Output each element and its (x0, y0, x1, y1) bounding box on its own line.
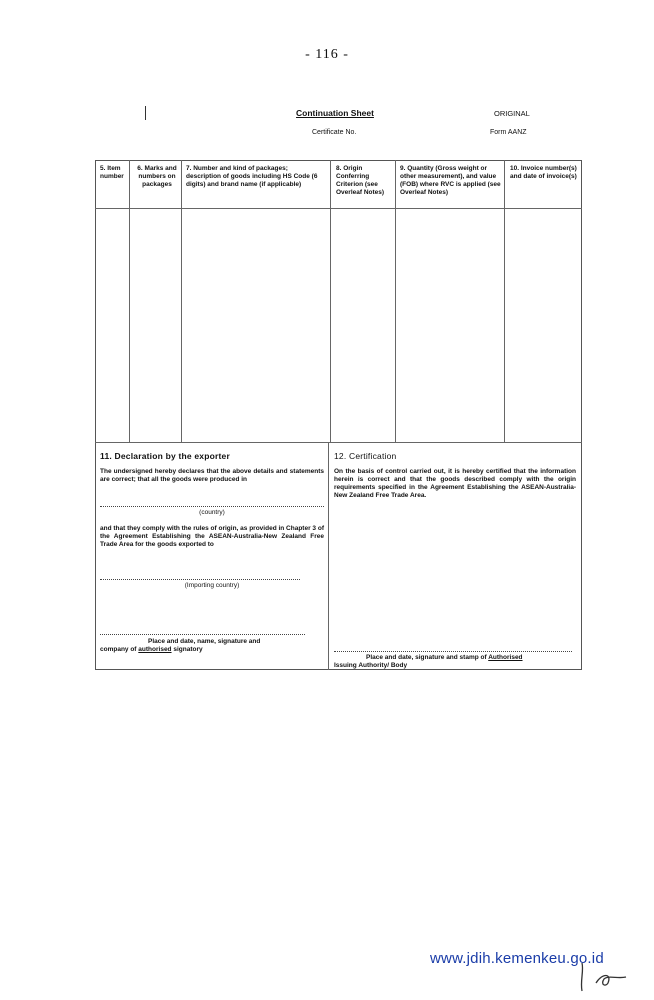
column-header-invoice: 10. Invoice number(s) and date of invoice(s) (510, 165, 577, 180)
certificate-number-label: Certificate No. (312, 129, 357, 136)
caption-underlined-word: Authorised (488, 654, 523, 661)
column-header-origin-criterion: 8. Origin Conferring Criterion (see Overleaf Notes) (336, 165, 385, 196)
caption-prefix: company of (100, 646, 139, 653)
importing-country-caption: (Importing country) (184, 582, 240, 589)
text-cursor-mark (145, 106, 146, 120)
column-header-quantity: 9. Quantity (Gross weight or other measurement), and value (FOB) where RVC is applied (see Overleaf Notes) (400, 165, 501, 196)
certification-title: 12. Certification (334, 451, 397, 461)
authority-signature-caption-line1 (334, 654, 576, 662)
exporter-signature-caption (100, 638, 324, 654)
importing-country-dotted-line (100, 579, 300, 580)
column-divider (395, 160, 396, 442)
exporter-signature-caption-line1: Place and date, name, signature and (148, 638, 261, 645)
form-name: Form AANZ (490, 129, 527, 136)
sheet-title: Continuation Sheet (296, 108, 374, 118)
exporter-signature-caption-line2 (100, 646, 324, 654)
handwritten-signature-icon (578, 955, 638, 995)
caption-prefix: Place and date, signature and stamp of (366, 654, 489, 661)
declaration-text: The undersigned hereby declares that the above details and statements are correct; that all the goods were produced in (100, 468, 324, 483)
certification-text: On the basis of control carried out, it is hereby certified that the information herein is correct and that the goods described comply with the origin requirements specified in the Agreement Establishing the ASEAN-Australia-New Zealand Free Trade Area. (334, 468, 576, 499)
exporter-signature-dotted-line (100, 634, 305, 635)
column-divider (504, 160, 505, 442)
column-header-description: 7. Number and kind of packages; description of goods including HS Code (6 digits) and brand name (if applicable) (186, 165, 318, 188)
declaration-rules-text: and that they comply with the rules of origin, as provided in Chapter 3 of the Agreement Establishing the ASEAN-Australia-New Zealand Free Trade Area for the goods exported to (100, 525, 324, 548)
country-dotted-line (100, 506, 324, 507)
original-label: ORIGINAL (494, 109, 530, 118)
column-header-marks: 6. Marks and numbers on packages (137, 165, 177, 188)
header-row-divider (95, 208, 582, 209)
authority-signature-dotted-line (334, 651, 572, 652)
column-header-item-number: 5. Item number (100, 165, 124, 180)
caption-underlined-word: authorised (138, 646, 172, 653)
authority-signature-caption-line2: Issuing Authority/ Body (334, 662, 408, 669)
column-divider (129, 160, 130, 442)
column-divider (330, 160, 331, 442)
declaration-title: 11. Declaration by the exporter (100, 451, 230, 461)
column-divider (181, 160, 182, 442)
footer-url-link[interactable]: www.jdih.kemenkeu.go.id (430, 950, 604, 967)
country-caption: (country) (199, 509, 225, 516)
authority-signature-caption (334, 654, 576, 670)
section-divider (95, 442, 582, 443)
section-column-divider (328, 442, 329, 670)
caption-suffix: signatory (171, 646, 203, 653)
page-number: - 116 - (305, 47, 349, 62)
form-table (95, 160, 582, 670)
